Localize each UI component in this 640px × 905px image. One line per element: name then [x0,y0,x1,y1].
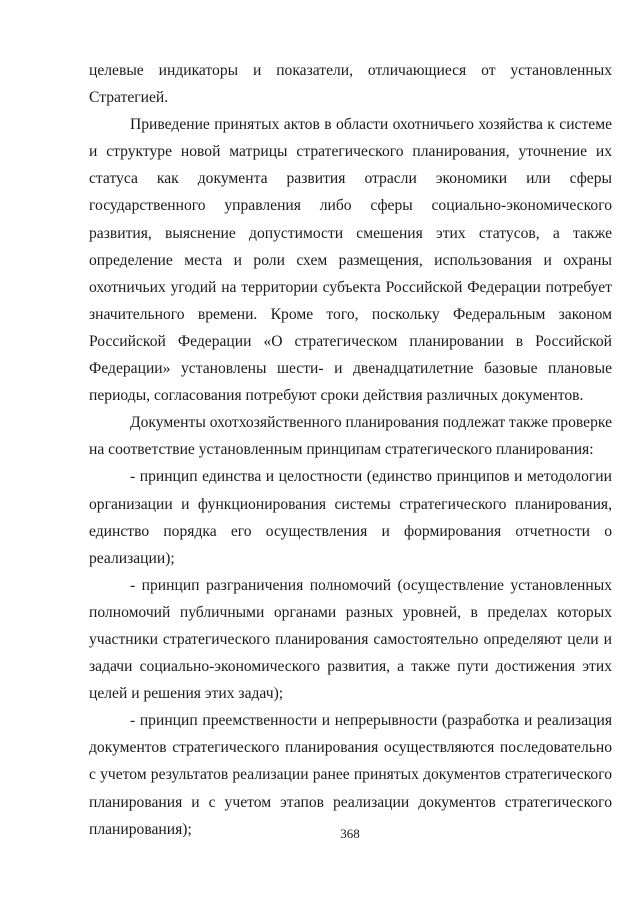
paragraph-continuation: целевые индикаторы и показатели, отличающиеся от установленных Стратегией. [89,62,612,107]
paragraph-principles-intro: Документы охотхозяйственного планирования подлежат также проверке на соответствие установленным принципам стратегического планирования: [89,414,612,459]
page-number: 368 [340,826,360,841]
paragraph-hunting-acts: Приведение принятых актов в области охотничьего хозяйства к системе и структуре новой матрицы стратегического планирования, уточнение их статуса как документа развития отрасли экономики или сферы государственного управления либо сферы социально-экономического развития, выяснение допустимости смешения этих статусов, а также определение места и роли схем размещения, использования и охраны охотничьих угодий на территории субъекта Российской Федерации потребует значительного времени. Кроме того, поскольку Федеральным законом Российской Федерации «О стратегическом планировании в Российской Федерации» установлены шести- и двенадцатилетние базовые плановые периоды, согласования потребуют сроки действия различных документов. [89,116,612,405]
list-item-powers-principle: - принцип разграничения полномочий (осуществление установленных полномочий публичными органами разных уровней, в пределах которых участники стратегического планирования самостоятельно определяют цели и задачи социально-экономического развития, а также пути достижения этих целей и решения этих задач); [89,576,612,703]
body-text [89,57,612,843]
list-item-continuity-principle: - принцип преемственности и непрерывности (разработка и реализация документов стратегического планирования осуществляются последовательно с учетом результатов реализации ранее принятых документов стратегического планирования и с учетом этапов реализации документов стратегического планирования); [89,712,612,838]
list-item-unity-principle: - принцип единства и целостности (единство принципов и методологии организации и функционирования системы стратегического планирования, единство порядка его осуществления и формирования отчетности о реализации); [89,468,612,567]
